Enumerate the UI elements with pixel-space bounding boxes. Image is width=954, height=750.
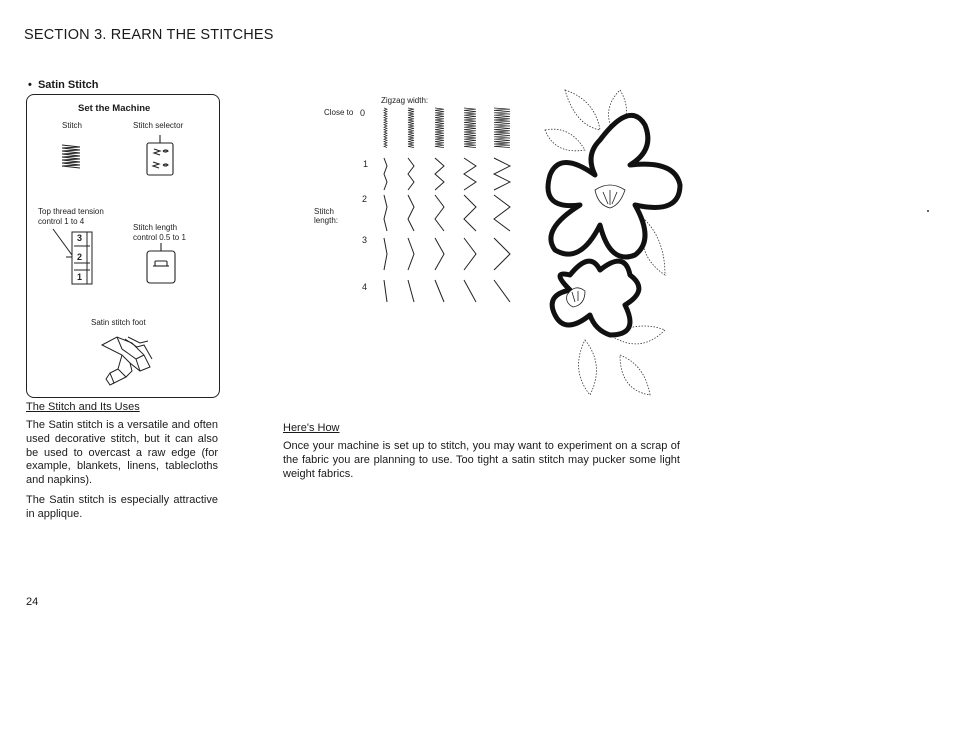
zigzag-stitch-segment — [408, 238, 414, 270]
length-value-4: 4 — [362, 282, 368, 292]
stray-dot — [927, 210, 929, 212]
stitch-length-knob-icon — [145, 243, 177, 285]
uses-paragraph-2: The Satin stitch is especially attractive in applique. — [26, 494, 218, 520]
length-value-0: 0 — [360, 108, 366, 118]
zigzag-stitch-segment — [435, 280, 444, 302]
leaf-outline — [545, 129, 585, 151]
satin-stitch-heading-text: Satin Stitch — [37, 79, 99, 91]
tension-label — [38, 207, 104, 227]
zigzag-stitch-segment — [384, 158, 387, 190]
zigzag-samples-diagram — [380, 108, 520, 328]
zigzag-width-label: Zigzag width: — [381, 96, 429, 105]
zigzag-stitch-segment — [435, 195, 444, 231]
zigzag-stitch-segment — [384, 108, 387, 148]
leaf-outline — [620, 355, 650, 395]
length-label-line1: Stitch length — [133, 223, 178, 232]
leaf-outline — [565, 90, 600, 130]
zigzag-column — [384, 108, 387, 302]
zigzag-stitch-segment — [384, 195, 387, 231]
zigzag-stitch-segment — [435, 158, 444, 190]
satin-stitch-foot-icon — [92, 333, 157, 388]
zigzag-column — [408, 108, 414, 302]
uses-paragraph-1: The Satin stitch is a versatile and often used decorative stitch, but it can also be used to overcast a raw edge (for example, blankets, linens, tablecloths and napkins). — [26, 419, 218, 487]
zigzag-stitch-segment — [464, 108, 476, 148]
zigzag-stitch-segment — [464, 158, 476, 190]
length-value-1: 1 — [363, 159, 369, 169]
length-label-line2: control 0.5 to 1 — [133, 233, 186, 242]
zigzag-stitch-segment — [435, 108, 444, 148]
tension-number-2: 2 — [77, 252, 83, 262]
satin-stitch-heading — [28, 79, 98, 91]
satin-stitch-symbol-icon — [60, 143, 82, 169]
section-title: SECTION 3. REARN THE STITCHES — [24, 27, 274, 43]
how-heading: Here's How — [283, 422, 340, 434]
stitch-length-label-line1: Stitch — [314, 207, 335, 216]
zigzag-stitch-segment — [384, 280, 387, 302]
length-value-3: 3 — [362, 235, 368, 245]
stitch-label: Stitch — [62, 121, 83, 130]
length-value-2: 2 — [362, 194, 368, 204]
zigzag-column — [494, 108, 510, 302]
page-number: 24 — [26, 596, 39, 608]
zigzag-stitch-segment — [408, 158, 414, 190]
tension-number-3: 3 — [77, 233, 83, 243]
leaf-outline — [579, 340, 597, 395]
zigzag-column — [435, 108, 444, 302]
zigzag-stitch-segment — [464, 195, 476, 231]
tension-label-line1: Top thread tension — [38, 207, 104, 216]
zigzag-stitch-segment — [464, 238, 476, 270]
zigzag-stitch-segment — [494, 108, 510, 148]
tension-label-line2: control 1 to 4 — [38, 217, 85, 226]
zigzag-stitch-segment — [494, 280, 510, 302]
zigzag-stitch-segment — [494, 158, 510, 190]
stitch-length-label-line2: length: — [314, 216, 339, 225]
tension-dial-icon — [52, 227, 94, 285]
zigzag-stitch-segment — [408, 195, 414, 231]
zigzag-stitch-segment — [494, 195, 510, 231]
zigzag-column — [464, 108, 476, 302]
zigzag-stitch-segment — [408, 108, 414, 148]
zigzag-stitch-segment — [494, 238, 510, 270]
zigzag-stitch-segment — [435, 238, 444, 270]
zigzag-stitch-segment — [384, 238, 387, 270]
bullet-icon: • — [28, 79, 38, 91]
stitch-length-label — [314, 207, 338, 225]
set-machine-title: Set the Machine — [78, 103, 151, 114]
length-label — [133, 223, 186, 243]
zigzag-stitch-segment — [408, 280, 414, 302]
stitch-selector-dial-icon — [144, 133, 176, 177]
close-to-label: Close to — [324, 108, 354, 117]
applique-flowers-illustration — [525, 80, 695, 400]
satin-foot-label: Satin stitch foot — [91, 318, 146, 327]
how-paragraph: Once your machine is set up to stitch, you may want to experiment on a scrap of the fabric you are planning to use. Too tight a satin stitch may pucker some light weight fabrics. — [283, 440, 680, 480]
zigzag-stitch-segment — [464, 280, 476, 302]
small-flower — [552, 261, 639, 335]
tension-number-1: 1 — [77, 272, 83, 282]
uses-heading: The Stitch and Its Uses — [26, 401, 140, 413]
stitch-selector-label: Stitch selector — [133, 121, 184, 130]
